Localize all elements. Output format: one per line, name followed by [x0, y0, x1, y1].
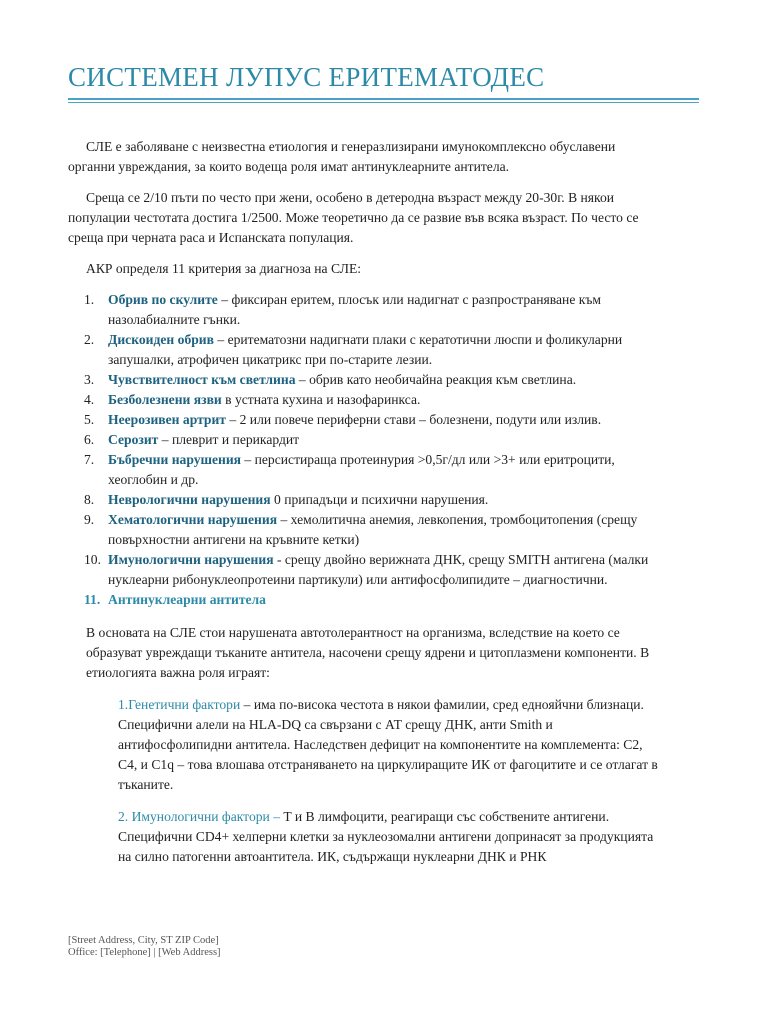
- intro-paragraph: СЛЕ е заболяване с неизвестна етиология и генеразлизирани имунокомплексно обуславени органни увреждания, за които водеща роля имат антинуклеарните антитела.: [68, 139, 616, 174]
- genetic-factors: 1.Генетични фактори – има по-висока честота в някои фамилии, сред еднояйчни близнаци. Специфични алели на HLA-DQ са свързани с АТ срещу ДНК, анти Smith и антифосфолипидни антитела. Наследствен дефицит на компонентите на комплемента: С2, С4, и С1q – това влошава отстраняването на циркулиращите ИК от фагоцитите и се отлагат в тъканите.: [118, 697, 658, 792]
- footer-office: Office: [Telephone] | [Web Address]: [68, 947, 221, 958]
- factor-label: 2. Имунологични фактори –: [118, 809, 281, 824]
- footer-contact: [68, 935, 221, 959]
- criteria-item: 10. Имунологични нарушения - срещу двойно верижната ДНК, срещу SMITH антигена (малки нуклеарни рибонуклеопротеини партикули) или антифосфолипидите – диагностични.: [84, 552, 649, 587]
- footer-address: [Street Address, City, ST ZIP Code]: [68, 935, 219, 946]
- criteria-term: Обрив по скулите: [108, 292, 218, 307]
- title-divider-bottom: [68, 102, 699, 103]
- criteria-item: 11. Антинуклеарни антитела: [84, 592, 266, 607]
- title-divider-top: [68, 98, 699, 100]
- criteria-intro: АКР определя 11 критерия за диагноза на СЛЕ:: [86, 261, 362, 276]
- criteria-item: 4. Безболезнени язви в устната кухина и назофаринкса.: [84, 392, 421, 407]
- criteria-list: [68, 290, 658, 610]
- criteria-item: 1. Обрив по скулите – фиксиран еритем, плосък или надигнат с разпространяване към назолабиалните гънки.: [84, 292, 601, 327]
- criteria-term: Неерозивен артрит: [108, 412, 226, 427]
- criteria-item: 5. Неерозивен артрит – 2 или повече периферни стави – болезнени, подути или излив.: [84, 412, 602, 427]
- criteria-term: Серозит: [108, 432, 159, 447]
- criteria-item: 3. Чувствителност към светлина – обрив като необичайна реакция към светлина.: [84, 372, 577, 387]
- criteria-term: Бъбречни нарушения: [108, 452, 242, 467]
- epidemiology-paragraph: Среща се 2/10 пъти по често при жени, особено в детеродна възраст между 20-30г. В някои популации честотата достига 1/2500. Може теоретично да се развие във всяка възраст. По често се среща при черната раса и Испанската популация.: [68, 190, 639, 245]
- criteria-term: Безболезнени язви: [108, 392, 222, 407]
- pathogenesis-paragraph: В основата на СЛЕ стои нарушената автотолерантност на организма, вследствие на което се образуват увреждащи тъканите антитела, насочени срещу ядрени и цитоплазмени компоненти. В етиологията важна роля играят:: [86, 625, 650, 680]
- criteria-item: 8. Неврологични нарушения 0 припадъци и психични нарушения.: [84, 492, 489, 507]
- criteria-term: Чувствителност към светлина: [108, 372, 296, 387]
- criteria-term: Имунологични нарушения: [108, 552, 274, 567]
- factors-block: [118, 695, 658, 867]
- criteria-term: Дискоиден обрив: [108, 332, 214, 347]
- criteria-term: Антинуклеарни антитела: [108, 592, 266, 607]
- factor-label: 1.Генетични фактори: [118, 697, 241, 712]
- criteria-item: 9. Хематологични нарушения – хемолитична анемия, левкопения, тромбоцитопения (срещу повърхностни антигени на кръвните кетки): [84, 512, 638, 547]
- criteria-term: Неврологични нарушения: [108, 492, 271, 507]
- page-title: СИСТЕМЕН ЛУПУС ЕРИТЕМАТОДЕС: [68, 62, 545, 92]
- criteria-term: Хематологични нарушения: [108, 512, 278, 527]
- criteria-item: 6. Серозит – плеврит и перикардит: [84, 432, 300, 447]
- criteria-item: 2. Дискоиден обрив – еритематозни надигнати плаки с кератотични люспи и фоликуларни запушалки, атрофичен цикатрикс при по-старите лезии.: [84, 332, 623, 367]
- criteria-item: 7. Бъбречни нарушения – персистираща протеинурия >0,5г/дл или >3+ или еритроцити, хеоглобин и др.: [84, 452, 615, 487]
- immunologic-factors: 2. Имунологични фактори – T и В лимфоцити, реагиращи със собствените антигени. Специфични CD4+ хелперни клетки за нуклеозомални антигени допринасят за продукцията на силно патогенни автоантитела. ИК, съдържащи нуклеарни ДНК и РНК: [118, 809, 654, 864]
- document-body: [68, 137, 658, 879]
